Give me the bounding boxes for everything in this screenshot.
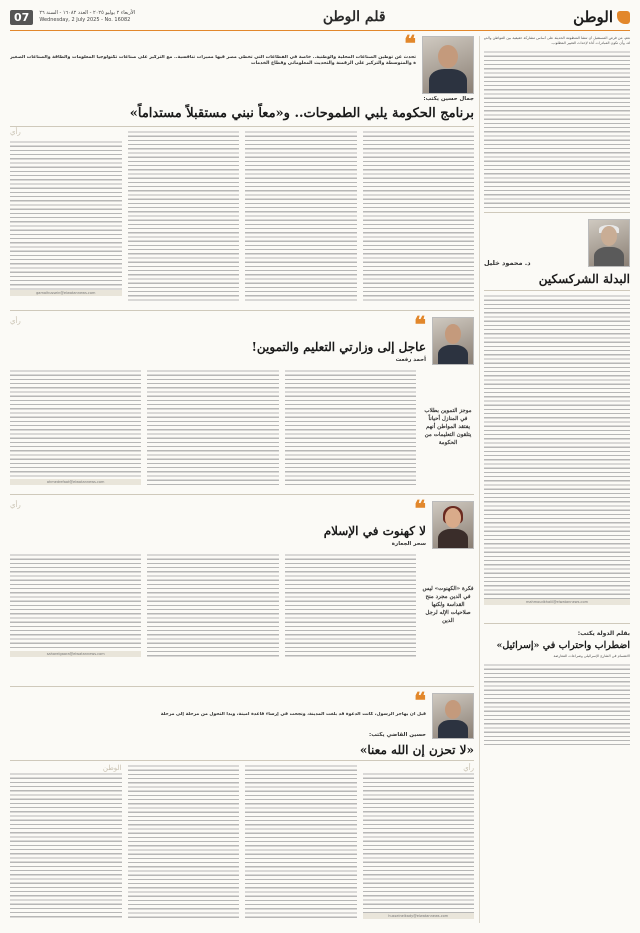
bottom-title: اضطراب واحتراب في «إسرائيل» [496,640,630,651]
divider [484,623,630,624]
header-rule [10,30,630,31]
top-article-kicker: تحدث عن توطين الصناعات المحلية والوطنية.. خاصة في القطاعات التي تخطى مصر فيها مميزات تنافسية.. مع التركيز على صناعات تكنولوجيا المعلومات والطاقة والصناعات الصغيرة والمتوسطة والتركيز على الرقمنة والتحديث المعلوماتي وقطاع الخدمات [10,55,416,67]
third-article [10,494,474,665]
logo-mark-icon [617,11,630,24]
columnist-box [484,219,630,267]
second-article-header [10,312,474,365]
third-article-body [10,553,474,657]
third-article-email: saharelgaara@elwatannews.com [10,651,141,657]
top-article-header [10,31,474,94]
column-body [484,294,630,599]
third-article-headline: لا كهنوت في الإسلام [323,524,426,538]
top-article-author: جمال حسين يكتب: [423,96,474,102]
quote-icon: ❝ [404,31,416,57]
second-article-headline: عاجل إلى وزارتي التعليم والتموين! [251,340,426,354]
bottom-side-label: رأي [463,764,474,772]
second-article-email: ahmedrefaat@elwatannews.com [10,479,141,485]
author-photo [422,36,474,94]
page-number: 07 [10,10,33,25]
top-article-headline: برنامج الحكومة يلبي الطموحات.. و«معاً نبني مستقبلاً مستداماً» [129,106,474,121]
quote-icon: ❝ [414,312,426,338]
author-photo [432,501,474,549]
columnist-photo [588,219,630,267]
bottom-article [10,686,474,922]
author-photo [432,693,474,739]
bottom-article-body [10,764,474,919]
bottom-left-label: الوطن [102,764,122,772]
second-article-body [10,369,474,485]
issue-date-arabic: الأربعاء ٢ يوليو ٢٠٢٥ - العدد ١٦٠٨٢ - السنة ٢٦ [39,10,136,16]
third-side-label: رأي [10,501,21,509]
main-area [10,31,474,923]
issue-info [10,10,135,25]
third-article-header [10,496,474,549]
bottom-article-header [10,688,474,739]
top-article-email: gamalhussein@elwatannews.com [10,290,122,296]
divider [10,126,474,127]
issue-dates [39,10,135,24]
logo-text: الوطن [573,8,613,26]
bottom-article-email: husseinelkady@elwatannews.com [363,913,475,919]
right-column [484,36,630,923]
section-title: قلم الوطن [322,9,386,25]
second-article [10,310,474,491]
quote-icon: ❝ [414,496,426,522]
page-header [10,6,630,28]
author-photo [432,317,474,365]
bottom-body [484,663,630,745]
right-column-text-block [484,50,630,208]
bottom-article-kicker: قبل أن يهاجر الرسول، كانت الدعوة قد بلغت المدينة، ونجحت في إرساء قاعدة أمينة، وبدأ التحول من مرحلة إلى مرحلة [160,712,426,717]
top-side-label: رأي [10,128,21,136]
quote-icon: ❝ [414,688,426,714]
divider [484,290,630,291]
divider [484,212,630,213]
masthead-logo [573,8,630,26]
second-article-author: أحمد رفعت [395,357,426,363]
column-email: mahmoudkhalil@elwatannews.com [484,599,630,605]
divider [10,760,474,761]
column-title: البدلة الشركسكين [538,272,630,286]
columnist-name: د. محمود خليل [484,259,531,267]
column-separator [479,36,480,923]
second-pull-quote: موجز التموين بطلاب في المنازل أحياناً يفتقد المواطن أنهم يتلقون التعليمات من الحكومة [424,408,472,446]
bottom-article-headline: «لا تحزن إن الله معنا» [359,743,474,757]
issue-date-english: Wednesday, 2 July 2025 - No. 16082 [39,17,131,23]
third-pull-quote: فكرة «الكهنوت» ليس في الدين مجرد منح القداسة ولكنها صلاحيات الإله لرجل الدين [422,586,474,624]
bottom-author: بقلم الدولة يكتب: [577,630,630,637]
right-column-intro: نعم، من فرص المستقبل أن تنشأ المنظومة الحديثة على أساس مشاركة حقيقية بين المواطن والدولة، وأن تكون المبادرات أداة لإحداث التغيير المطلوب. [484,36,630,46]
bottom-article-author: حسين القاضي يكتب: [369,732,426,738]
second-side-label: رأي [10,317,21,325]
third-article-author: سحر الجعارة [391,541,426,547]
bottom-subhead: الانقسام في الشارع الإسرائيلي وصراعات المعارضة [553,654,630,658]
top-article-body [10,130,474,302]
top-article [10,31,474,306]
